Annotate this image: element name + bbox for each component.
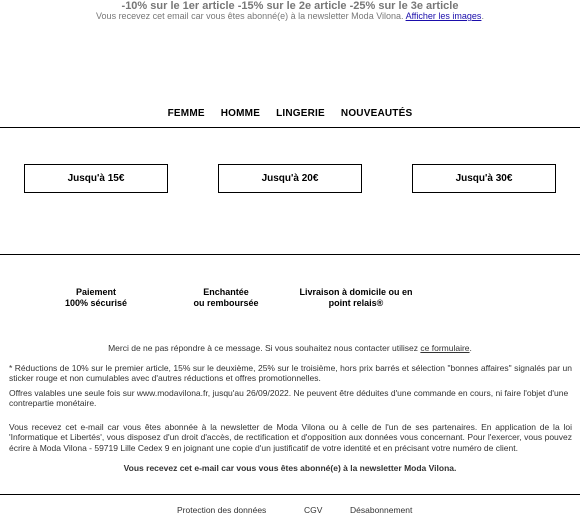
legal-privacy: Vous recevez cet e-mail car vous êtes abonnée à la newsletter de Moda Vilona ou à celle de l'un de ses partenaires. En application de la loi 'Informatique et Libertés', vous disposez d'un droit d'accès, de rectification et d'opposition aux données vous concernant. Pour l'exercer, vous pouvez écrire à Moda Vilona - 59719 Lille Cedex 9 en joignant une copie d'un justificatif de votre identité et en précisant votre numéro de client. bbox=[9, 422, 572, 453]
legal-offer-validity: Offres valables une seule fois sur www.modavilona.fr, jusqu'au 26/09/2022. Ne peuvent être déduites d'une commande en cours, ni faire l'objet d'une contrepartie monétaire. bbox=[9, 388, 569, 409]
feature-line2: ou remboursée bbox=[193, 298, 259, 308]
offer-button-15[interactable]: Jusqu'à 15€ bbox=[24, 164, 168, 193]
feature-line1: Paiement bbox=[75, 287, 117, 297]
nav-lingerie[interactable]: LINGERIE bbox=[276, 108, 325, 119]
nav-nouveautes[interactable]: NOUVEAUTÉS bbox=[340, 108, 413, 119]
subscription-notice: Vous recevez cet e-mail car vous vous êtes abonné(e) à la newsletter Moda Vilona. bbox=[123, 463, 457, 473]
nav-homme[interactable]: HOMME bbox=[220, 108, 261, 119]
contact-form-link[interactable]: ce formulaire bbox=[420, 343, 470, 353]
feature-line1: Livraison à domicile ou en bbox=[299, 287, 413, 297]
promo-banner-text: -10% sur le 1er article -15% sur le 2e article -25% sur le 3e article bbox=[121, 0, 459, 12]
contact-end: . bbox=[469, 343, 472, 353]
preheader-text: Vous recevez cet email car vous êtes abonné(e) à la newsletter Moda Vilona. bbox=[96, 11, 406, 21]
show-images-link[interactable]: Afficher les images bbox=[405, 11, 482, 21]
feature-refund bbox=[176, 287, 276, 309]
main-nav bbox=[0, 108, 580, 119]
offer-button-20[interactable]: Jusqu'à 20€ bbox=[218, 164, 362, 193]
footer-link-cgv[interactable]: CGV bbox=[304, 505, 323, 515]
footer-link-unsubscribe[interactable]: Désabonnement bbox=[350, 505, 413, 515]
divider-bottom bbox=[0, 494, 580, 495]
divider-middle bbox=[0, 254, 580, 255]
divider-top bbox=[0, 127, 580, 128]
footer-link-data-protection[interactable]: Protection des données bbox=[177, 505, 267, 515]
feature-secure-payment bbox=[46, 287, 146, 309]
feature-delivery bbox=[290, 287, 422, 309]
preheader bbox=[0, 11, 580, 22]
contact-text: Merci de ne pas répondre à ce message. Si vous souhaitez nous contacter utilisez bbox=[108, 343, 421, 353]
preheader-end: . bbox=[481, 11, 484, 21]
offer-button-30[interactable]: Jusqu'à 30€ bbox=[412, 164, 556, 193]
contact-notice bbox=[0, 343, 580, 353]
nav-femme[interactable]: FEMME bbox=[167, 108, 205, 119]
legal-discount-terms: * Réductions de 10% sur le premier article, 15% sur le deuxième, 25% sur le troisième, hors prix barrés et sélection "bonnes affaires" signalés par un sticker rouge et non cumulables avec d'autres réductions et offres promotionnelles. bbox=[9, 363, 572, 384]
feature-line2: 100% sécurisé bbox=[64, 298, 128, 308]
feature-line2: point relais® bbox=[328, 298, 384, 308]
feature-line1: Enchantée bbox=[203, 287, 249, 297]
